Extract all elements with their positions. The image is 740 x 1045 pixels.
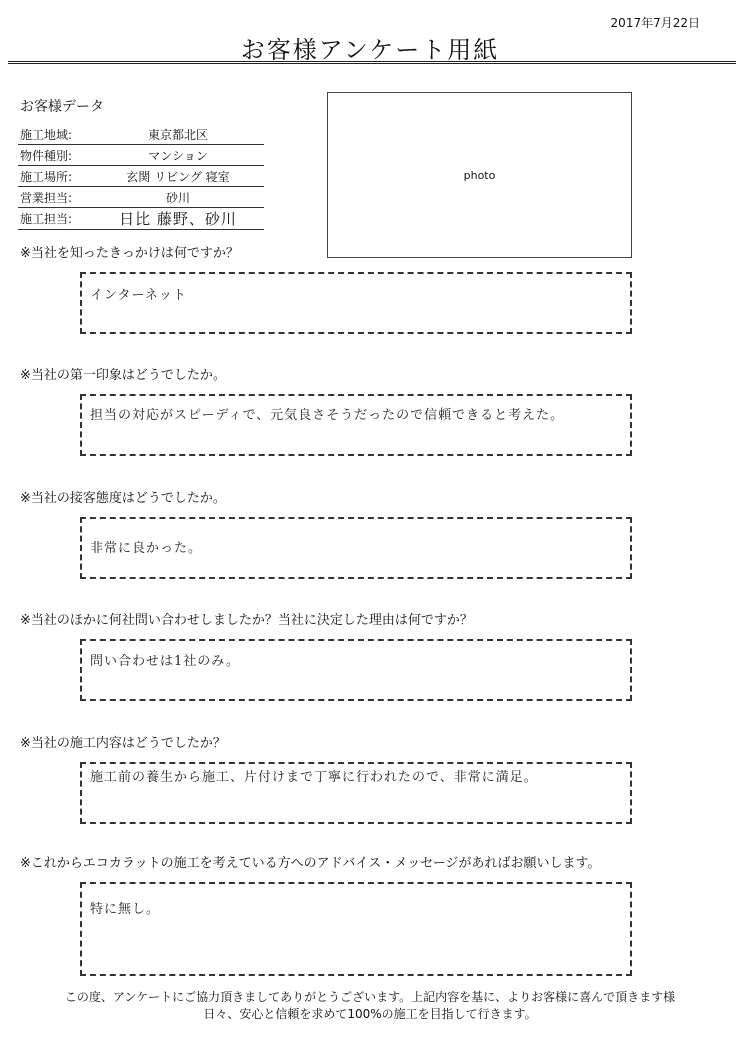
question-1: ※当社を知ったきっかけは何ですか？ [20,246,239,261]
customer-data-table [18,124,264,230]
question-5: ※当社の施工内容はどうでしたか？ [20,736,226,751]
answer-1: インターネット [90,288,187,303]
title-divider [8,61,736,64]
customer-row-label: 施工担当: [18,208,92,230]
answer-box-1 [80,272,632,334]
customer-row-label: 物件種別: [18,145,92,166]
customer-row-label: 施工地域: [18,124,92,145]
customer-row-value: マンション [92,145,264,166]
answer-2: 担当の対応がスピーディで、元気良さそうだったので信頼できると考えた。 [90,408,565,423]
customer-row [18,187,264,208]
photo-label: photo [463,168,496,182]
customer-row-label: 施工場所: [18,166,92,187]
footer-line-2: 日々、安心と信頼を求めて100%の施工を目指して行きます。 [203,1007,537,1021]
survey-date: 2017年7月22日 [610,16,700,30]
customer-row [18,166,264,187]
page-title: お客様アンケート用紙 [240,36,500,64]
question-4: ※当社のほかに何社問い合わせしましたか？当社に決定した理由は何ですか？ [20,613,473,628]
question-6: ※これからエコカラットの施工を考えている方へのアドバイス・メッセージがあればお願いします。 [20,856,601,871]
question-2: ※当社の第一印象はどうでしたか。 [20,368,226,383]
footer-message [0,989,740,1023]
customer-row-label: 営業担当: [18,187,92,208]
answer-3: 非常に良かった。 [90,541,203,556]
customer-row-value: 砂川 [92,187,264,208]
answer-4: 問い合わせは1社のみ。 [90,654,241,669]
question-3: ※当社の接客態度はどうでしたか。 [20,491,226,506]
customer-row [18,208,264,230]
answer-6: 特に無し。 [90,902,161,917]
customer-row [18,145,264,166]
customer-row-value: 日比 藤野、砂川 [92,208,264,230]
photo-placeholder [327,92,632,258]
customer-row-value: 玄関 リビング 寝室 [92,166,264,187]
answer-box-4 [80,639,632,701]
customer-section-label: お客様データ [20,99,104,115]
customer-row [18,124,264,145]
answer-box-6 [80,882,632,976]
customer-row-value: 東京都北区 [92,124,264,145]
footer-line-1: この度、アンケートにご協力頂きましてありがとうございます。上記内容を基に、よりお客様に喜んで頂きます様 [64,990,676,1004]
answer-5: 施工前の養生から施工、片付けまで丁寧に行われたので、非常に満足。 [90,770,538,785]
